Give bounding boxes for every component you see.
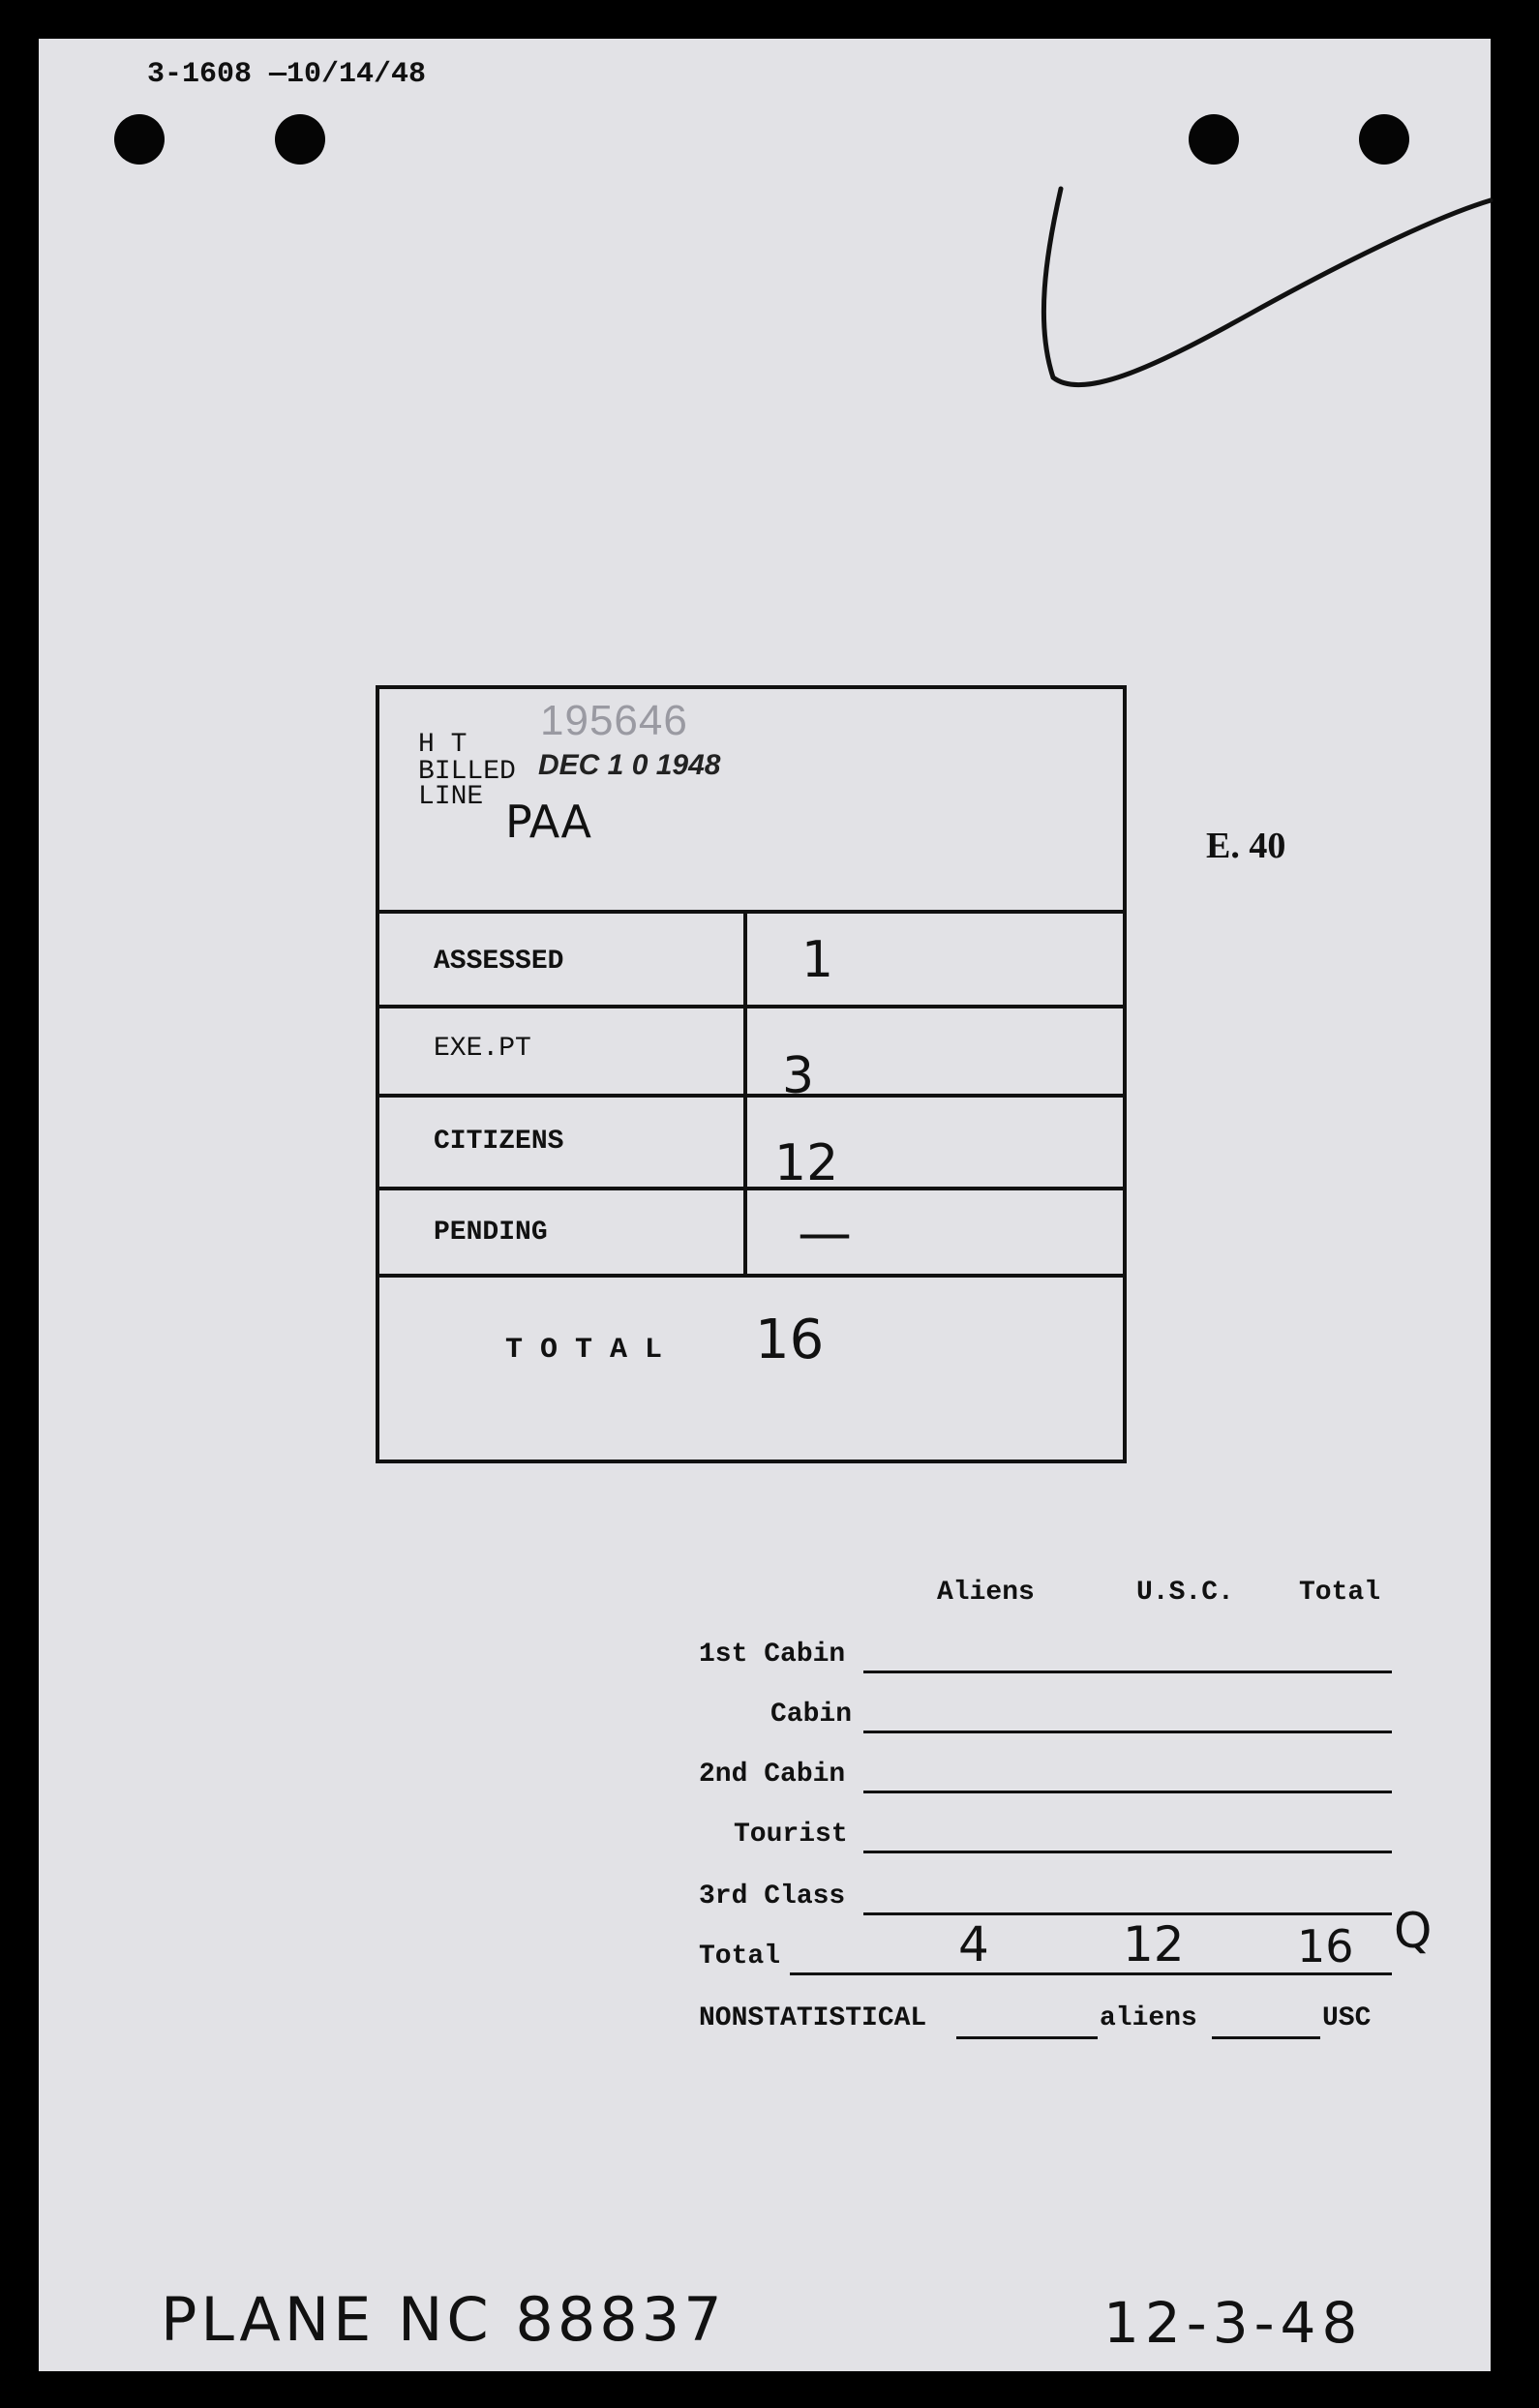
footer-date: 12-3-48: [1103, 2290, 1364, 2356]
nonstat-usc-label: USC: [1322, 2003, 1372, 2033]
side-mark: E. 40: [1206, 826, 1286, 866]
summary-total-total: 16: [1297, 1920, 1354, 1972]
row-divider: [379, 1187, 1123, 1190]
summary-row-line: [863, 1912, 1392, 1915]
row-label-pending: PENDING: [434, 1218, 548, 1248]
row-value-assessed: 1: [801, 931, 834, 989]
summary-row-line: [863, 1851, 1392, 1853]
total-label: T O T A L: [505, 1334, 663, 1367]
summary-row-label: 1st Cabin: [699, 1640, 846, 1670]
summary-row-label: 3rd Class: [699, 1881, 846, 1911]
row-divider: [379, 1094, 1123, 1098]
line-label: LINE: [418, 782, 484, 812]
nonstat-aliens-label: aliens: [1100, 2003, 1197, 2033]
summary-total-aliens: 4: [958, 1916, 989, 1972]
form-code: 3-1608 —10/14/48: [147, 58, 427, 91]
row-divider: [379, 910, 1123, 914]
summary-row-line: [863, 1731, 1392, 1733]
summary-total-usc: 12: [1123, 1916, 1185, 1972]
punch-hole: [1359, 114, 1409, 165]
summary-row-line: [863, 1791, 1392, 1793]
nonstat-usc-line: [1212, 2036, 1320, 2039]
summary-row-label: Cabin: [770, 1700, 853, 1730]
row-value-pending: —: [798, 1202, 852, 1265]
column-header-total: Total: [1299, 1578, 1381, 1608]
column-header-aliens: Aliens: [937, 1578, 1035, 1608]
row-divider: [379, 1274, 1123, 1278]
total-value: 16: [755, 1309, 825, 1371]
plane-number: PLANE NC 88837: [161, 2284, 726, 2355]
ht-label: H T: [418, 730, 468, 760]
column-header-usc: U.S.C.: [1136, 1578, 1234, 1608]
serial-number: 195646: [540, 697, 688, 744]
billed-date-stamp: DEC 1 0 1948: [538, 749, 721, 781]
row-label-assessed: ASSESSED: [434, 947, 564, 977]
row-divider: [379, 1005, 1123, 1008]
row-value-citizens: 12: [774, 1134, 839, 1192]
row-value-exempt: 3: [782, 1047, 815, 1105]
line-value: PAA: [505, 796, 592, 848]
summary-row-line: [863, 1671, 1392, 1673]
punch-hole: [275, 114, 325, 165]
summary-total-mark: Q: [1394, 1903, 1433, 1959]
summary-total-line: [790, 1972, 1392, 1975]
punch-hole: [114, 114, 165, 165]
column-divider: [743, 910, 747, 1274]
summary-row-label: 2nd Cabin: [699, 1760, 846, 1790]
summary-total-label: Total: [699, 1941, 781, 1972]
checkmark-icon: [1026, 179, 1500, 402]
billed-label: BILLED: [418, 757, 516, 787]
row-label-citizens: CITIZENS: [434, 1127, 564, 1157]
row-label-exempt: EXE.PT: [434, 1034, 531, 1064]
punch-hole: [1189, 114, 1239, 165]
nonstat-aliens-line: [956, 2036, 1098, 2039]
head-tax-form: [376, 685, 1127, 1463]
nonstat-label: NONSTATISTICAL: [699, 2003, 927, 2033]
summary-row-label: Tourist: [734, 1820, 848, 1850]
